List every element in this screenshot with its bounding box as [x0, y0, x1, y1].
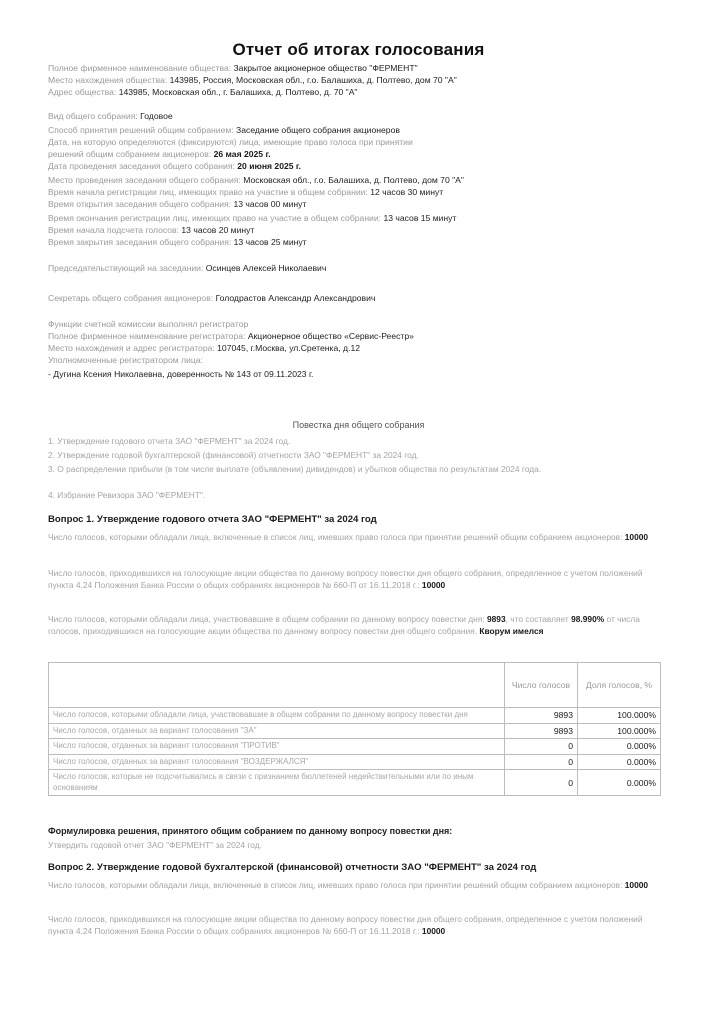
votes-column-header: Число голосов [505, 663, 578, 708]
chair-line: Председательствующий на заседании: Осинцев Алексей Николаевич [48, 263, 327, 273]
authorized-person-line: - Дугина Ксения Николаевна, доверенность № 143 от 09.11.2023 г. [48, 369, 314, 379]
meeting-close-line: Время закрытия заседания общего собрания: 13 часов 25 минут [48, 237, 307, 247]
meeting-date-line: Дата проведения заседания общего собрания: 20 июня 2025 г. [48, 161, 302, 171]
question-1-heading: Вопрос 1. Утверждение годового отчета ЗАО "ФЕРМЕНТ" за 2024 год [48, 514, 377, 525]
meeting-open-line: Время открытия заседания общего собрания: 13 часов 00 минут [48, 199, 307, 209]
q1-decision-heading: Формулировка решения, принятого общим собранием по данному вопросу повестки дня: [48, 826, 453, 836]
secretary-line: Секретарь общего собрания акционеров: Голодрастов Александр Александрович [48, 293, 376, 303]
agenda-item-1: 1. Утверждение годового отчета ЗАО "ФЕРМЕНТ" за 2024 год. [48, 436, 291, 446]
q1-voting-shares-paragraph: Число голосов, приходившихся на голосующие акции общества по данному вопросу повестки дня общего собрания, определенное с учетом положений пункта 4.24 Положения Банка России о общих собраниях акционеров № 660-П от 16.11.2018 г.: 10000 [48, 568, 643, 590]
table-row: Число голосов, отданных за вариант голосования "ЗА" 9893 100.000% [49, 723, 661, 739]
registration-end-line: Время окончания регистрации лиц, имеющих право на участие в общем собрании: 13 часов 15 минут [48, 213, 457, 223]
table-row: Число голосов, отданных за вариант голосования "ВОЗДЕРЖАЛСЯ" 0 0.000% [49, 754, 661, 770]
table-header-row [49, 663, 661, 708]
q1-eligible-votes-paragraph: Число голосов, которыми обладали лица, включенные в список лиц, имевших право голоса при принятии решений общим собранием акционеров: 10000 [48, 532, 649, 542]
q2-voting-shares-paragraph: Число голосов, приходившихся на голосующие акции общества по данному вопросу повестки дня общего собрания, определенное с учетом положений пункта 4.24 Положения Банка России о общих собраниях акционеров № 660-П от 16.11.2018 г.: 10000 [48, 914, 643, 936]
report-title: Отчет об итогах голосования [232, 40, 485, 59]
q1-vote-results-table [48, 662, 661, 796]
meeting-type-line: Вид общего собрания: Годовое [48, 111, 173, 121]
company-address-line: Адрес общества: 143985, Московская обл., г. Балашиха, д. Полтево, д. 70 "А" [48, 87, 358, 97]
registrar-name-line: Полное фирменное наименование регистратора: Акционерное общество «Сервис-Реестр» [48, 331, 414, 341]
q2-eligible-votes-paragraph: Число голосов, которыми обладали лица, включенные в список лиц, имевших право голоса при принятии решений общим собранием акционеров: 10000 [48, 880, 649, 890]
agenda-item-4: 4. Избрание Ревизора ЗАО "ФЕРМЕНТ". [48, 490, 206, 500]
registrar-persons-line: Уполномоченные регистратором лица: [48, 355, 203, 365]
agenda-title: Повестка дня общего собрания [292, 420, 425, 430]
q1-decision-text: Утвердить годовой отчет ЗАО "ФЕРМЕНТ" за 2024 год. [48, 840, 262, 850]
q1-participation-paragraph: Число голосов, которыми обладали лица, участвовавшие в общем собрании по данному вопросу повестки дня: 9893, что составляет 98.990% от числа голосов, приходившихся на голосующие акции общества по данному вопросу повестки дня общего собрания. Кворум имелся [48, 614, 640, 636]
table-row: Число голосов, которыми обладали лица, участвовавшие в общем собрании по данному вопросу повестки дня 9893 100.000% [49, 708, 661, 724]
count-start-line: Время начала подсчета голосов: 13 часов 20 минут [48, 225, 255, 235]
table-row: Число голосов, которые не подсчитывались в связи с признанием бюллетеней недействительными или по иным основаниям 0 0.000% [49, 770, 661, 796]
meeting-place-line: Место проведения заседания общего собрания: Московская обл., г.о. Балашиха, д. Полтево, дом 70 "А" [48, 175, 464, 185]
registration-start-line: Время начала регистрации лиц, имеющих право на участие в общем собрании: 12 часов 30 минут [48, 187, 444, 197]
company-location-line: Место нахождения общества: 143985, Россия, Московская обл., г.о. Балашиха, д. Полтево, дом 70 "А" [48, 75, 457, 85]
table-row: Число голосов, отданных за вариант голосования "ПРОТИВ" 0 0.000% [49, 739, 661, 755]
question-2-heading: Вопрос 2. Утверждение годовой бухгалтерской (финансовой) отчетности ЗАО "ФЕРМЕНТ" за 2024 год [48, 862, 537, 873]
agenda-item-2: 2. Утверждение годовой бухгалтерской (финансовой) отчетности ЗАО "ФЕРМЕНТ" за 2024 год. [48, 450, 419, 460]
registrar-address-line: Место нахождения и адрес регистратора: 107045, г.Москва, ул.Сретенка, д.12 [48, 343, 361, 353]
registrar-intro-line: Функции счетной комиссии выполнял регистратор [48, 319, 249, 329]
agenda-item-3: 3. О распределении прибыли (в том числе выплате (объявлении) дивидендов) и убытков общества по результатам 2024 года. [48, 464, 542, 474]
company-name-line: Полное фирменное наименование общества: Закрытое акционерное общество "ФЕРМЕНТ" [48, 63, 418, 73]
record-date-line-1: Дата, на которую определяются (фиксируются) лица, имеющие право голоса при принятии [48, 137, 413, 147]
decision-method-line: Способ принятия решений общим собранием: Заседание общего собрания акционеров [48, 125, 400, 135]
record-date-line-2: решений общим собранием акционеров: 26 мая 2025 г. [48, 149, 271, 159]
percent-column-header: Доля голосов, % [578, 663, 661, 708]
